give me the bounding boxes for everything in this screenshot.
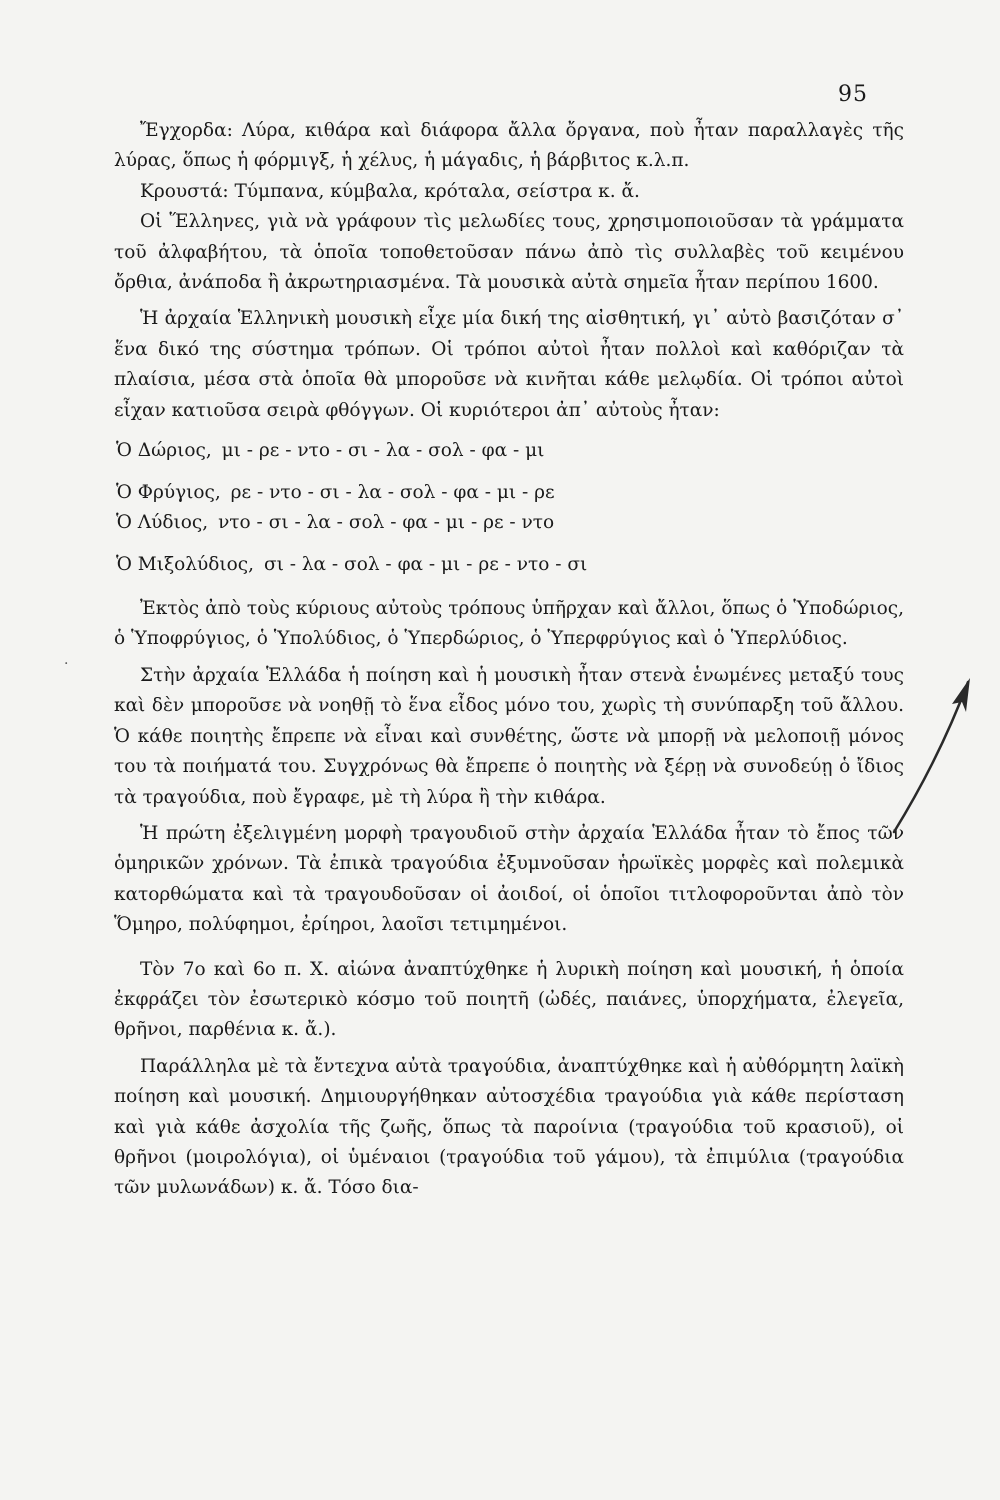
paragraph-other-modes: Ἐκτὸς ἀπὸ τοὺς κύριους αὐτοὺς τρόπους ὑπῆρχαν καὶ ἄλλοι, ὅπως ὁ Ὑποδώριος, ὁ Ὑποφρύγιος, ὁ Ὑπολύδιος, ὁ Ὑπερδώριος, ὁ Ὑπερφρύγιος καὶ ὁ Ὑπερλύδιος. bbox=[114, 598, 904, 650]
mode-notes: ντο - σι - λα - σολ - φα - μι - ρε - ντο bbox=[218, 512, 555, 534]
paragraph-lyric-poetry: Τὸν 7ο καὶ 6ο π. Χ. αἰώνα ἀναπτύχθηκε ἡ λυρικὴ ποίηση καὶ μουσική, ἡ ὁποία ἐκφράζει τὸν ἐσωτερικὸ κόσμο τοῦ ποιητῆ (ὠδές, παιάνες, ὑπορχήματα, ἐλεγεῖα, θρῆνοι, παρθένια κ. ἄ.). bbox=[114, 958, 904, 1041]
mode-name: Ὁ Μιξολύδιος, bbox=[116, 554, 255, 576]
mode-name: Ὁ Δώριος, bbox=[116, 440, 212, 462]
paragraph-percussion-instruments: Κρουστά: Τύμπανα, κύμβαλα, κρόταλα, σείστρα κ. ἄ. bbox=[140, 180, 640, 202]
paragraph-epic-song: Ἡ πρώτη ἐξελιγμένη μορφὴ τραγουδιοῦ στὴν ἀρχαία Ἑλλάδα ἦταν τὸ ἔπος τῶν ὁμηρικῶν χρόνων. Τὰ ἐπικὰ τραγούδια ἐξυμνοῦσαν ἡρωϊκὲς μορφὲς καὶ πολεμικὰ κατορθώματα καὶ τὰ τραγουδοῦσαν οἱ ἀοιδοί, οἱ ὁποῖοι τιτλοφοροῦνται ἀπὸ τὸν Ὅμηρο, πολύφημοι, ἐρίηροι, λαοῖσι τετιμημένοι. bbox=[114, 822, 904, 936]
paragraph-string-instruments: Ἔγχορδα: Λύρα, κιθάρα καὶ διάφορα ἄλλα ὄργανα, ποὺ ἦταν παραλλαγὲς τῆς λύρας, ὅπως ἡ φόρμιγξ, ἡ χέλυς, ἡ μάγαδις, ἡ βάρβιτος κ.λ.π. bbox=[114, 120, 904, 172]
paragraph-notation: Οἱ Ἕλληνες, γιὰ νὰ γράφουν τὶς μελωδίες τους, χρησιμοποιοῦσαν τὰ γράμματα τοῦ ἀλφαβήτου, τὰ ὁποῖα τοποθετοῦσαν πάνω ἀπὸ τὶς συλλαβὲς τοῦ κειμένου ὄρθια, ἀνάποδα ἢ ἀκρωτηριασμένα. Τὰ μουσικὰ αὐτὰ σημεῖα ἦταν περίπου 1600. bbox=[114, 211, 904, 294]
mode-dorian bbox=[116, 436, 904, 466]
stray-dot: · bbox=[64, 656, 69, 672]
paragraph-poetry-music: Στὴν ἀρχαία Ἑλλάδα ἡ ποίηση καὶ ἡ μουσικὴ ἦταν στενὰ ἑνωμένες μεταξύ τους καὶ δὲν μποροῦσε νὰ νοηθῇ τὸ ἕνα εἶδος μόνο του, χωρὶς τὴ συνύπαρξη τοῦ ἄλλου. Ὁ κάθε ποιητὴς ἔπρεπε νὰ εἶναι καὶ συνθέτης, ὥστε νὰ μπορῇ νὰ μελοποιῇ μόνος του τὰ ποιήματά του. Συγχρόνως θὰ ἔπρεπε ὁ ποιητὴς νὰ ξέρῃ νὰ συνοδεύῃ ὁ ἴδιος τὰ τραγούδια, ποὺ ἔγραφε, μὲ τὴ λύρα ἢ τὴν κιθάρα. bbox=[114, 664, 904, 808]
modes-list bbox=[114, 436, 904, 580]
paragraph-folk-poetry: Παράλληλα μὲ τὰ ἔντεχνα αὐτὰ τραγούδια, ἀναπτύχθηκε καὶ ἡ αὐθόρμητη λαϊκὴ ποίηση καὶ μουσική. Δημιουργήθηκαν αὐτοσχέδια τραγούδια γιὰ κάθε περίσταση καὶ γιὰ κάθε ἀσχολία τῆς ζωῆς, ὅπως τὰ παροίνια (τραγούδια τοῦ κρασιοῦ), οἱ θρῆνοι (μοιρολόγια), οἱ ὑμέναιοι (τραγούδια τοῦ γάμου), τὰ ἐπιμύλια (τραγούδια τῶν μυλωνάδων) κ. ἄ. Τόσο δια- bbox=[114, 1055, 904, 1199]
mode-lydian bbox=[116, 508, 904, 538]
paragraph-modes-intro: Ἡ ἀρχαία Ἑλληνικὴ μουσικὴ εἶχε μία δική της αἰσθητική, γι᾿ αὐτὸ βασιζόταν σ᾿ ἕνα δικό της σύστημα τρόπων. Οἱ τρόποι αὐτοὶ ἦταν πολλοὶ καὶ καθόριζαν τὰ πλαίσια, μέσα στὰ ὁποῖα θὰ μποροῦσε νὰ κινῆται κάθε μελῳδία. Οἱ τρόποι αὐτοὶ εἶχαν κατιοῦσα σειρὰ φθόγγων. Οἱ κυριότεροι ἀπ᾿ αὐτοὺς ἦταν: bbox=[114, 308, 904, 421]
mode-notes: μι - ρε - ντο - σι - λα - σολ - φα - μι bbox=[221, 440, 545, 462]
arrow-icon bbox=[870, 670, 980, 840]
mode-mixolydian bbox=[116, 550, 904, 580]
body-text bbox=[114, 116, 904, 1204]
mode-phrygian bbox=[116, 478, 904, 508]
mode-notes: ρε - ντο - σι - λα - σολ - φα - μι - ρε bbox=[230, 482, 555, 504]
mode-name: Ὁ Φρύγιος, bbox=[116, 482, 221, 504]
mode-name: Ὁ Λύδιος, bbox=[116, 512, 209, 534]
page-number: 95 bbox=[838, 82, 868, 107]
arrow-icon-shaft bbox=[894, 682, 968, 832]
mode-notes: σι - λα - σολ - φα - μι - ρε - ντο - σι bbox=[263, 554, 588, 576]
arrow-icon-head bbox=[952, 678, 970, 712]
